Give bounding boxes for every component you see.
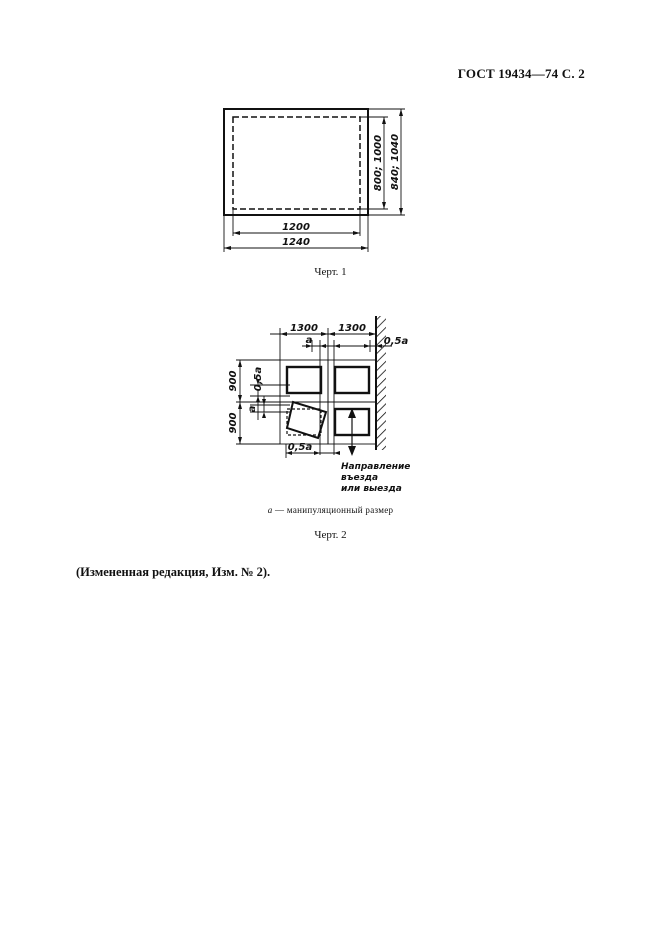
dim-label-900-top: 900 bbox=[228, 370, 239, 392]
pallet-bottom-left bbox=[287, 409, 321, 435]
dim-label-1200: 1200 bbox=[282, 222, 310, 233]
legend-symbol: a bbox=[267, 505, 273, 515]
figure-2-caption: Черт. 2 bbox=[314, 529, 347, 541]
dim-label-800-1000: 800; 1000 bbox=[373, 134, 384, 192]
dim-label-a-left: a bbox=[247, 405, 258, 413]
page-header: ГОСТ 19434—74 С. 2 bbox=[457, 66, 585, 81]
pallet-top-left bbox=[287, 367, 321, 393]
amendment-note: (Измененная редакция, Изм. № 2). bbox=[76, 565, 271, 579]
figure-2-legend bbox=[0, 505, 661, 515]
figure-1-caption: Черт. 1 bbox=[314, 266, 347, 278]
dim-label-a-top: a bbox=[305, 335, 313, 346]
dim-label-05a-bottom: 0,5a bbox=[287, 442, 313, 453]
legend-text: — манипуляционный размер bbox=[272, 505, 394, 515]
dim-label-05a-top-right: 0,5a bbox=[383, 336, 409, 347]
direction-label-line-2: въезда bbox=[341, 473, 379, 483]
dim-label-1240: 1240 bbox=[282, 237, 310, 248]
dim-label-1300-left: 1300 bbox=[290, 323, 318, 334]
direction-label-line-1: Направление bbox=[341, 462, 411, 472]
direction-arrow-down bbox=[348, 446, 356, 456]
dim-label-1300-right: 1300 bbox=[338, 323, 366, 334]
dim-label-840-1040: 840; 1040 bbox=[390, 133, 401, 191]
dim-label-05a-left: 0,5a bbox=[253, 366, 264, 392]
direction-label-line-3: или выезда bbox=[341, 484, 402, 494]
dim-label-900-bottom: 900 bbox=[228, 412, 239, 434]
pallet-top-right bbox=[335, 367, 369, 393]
